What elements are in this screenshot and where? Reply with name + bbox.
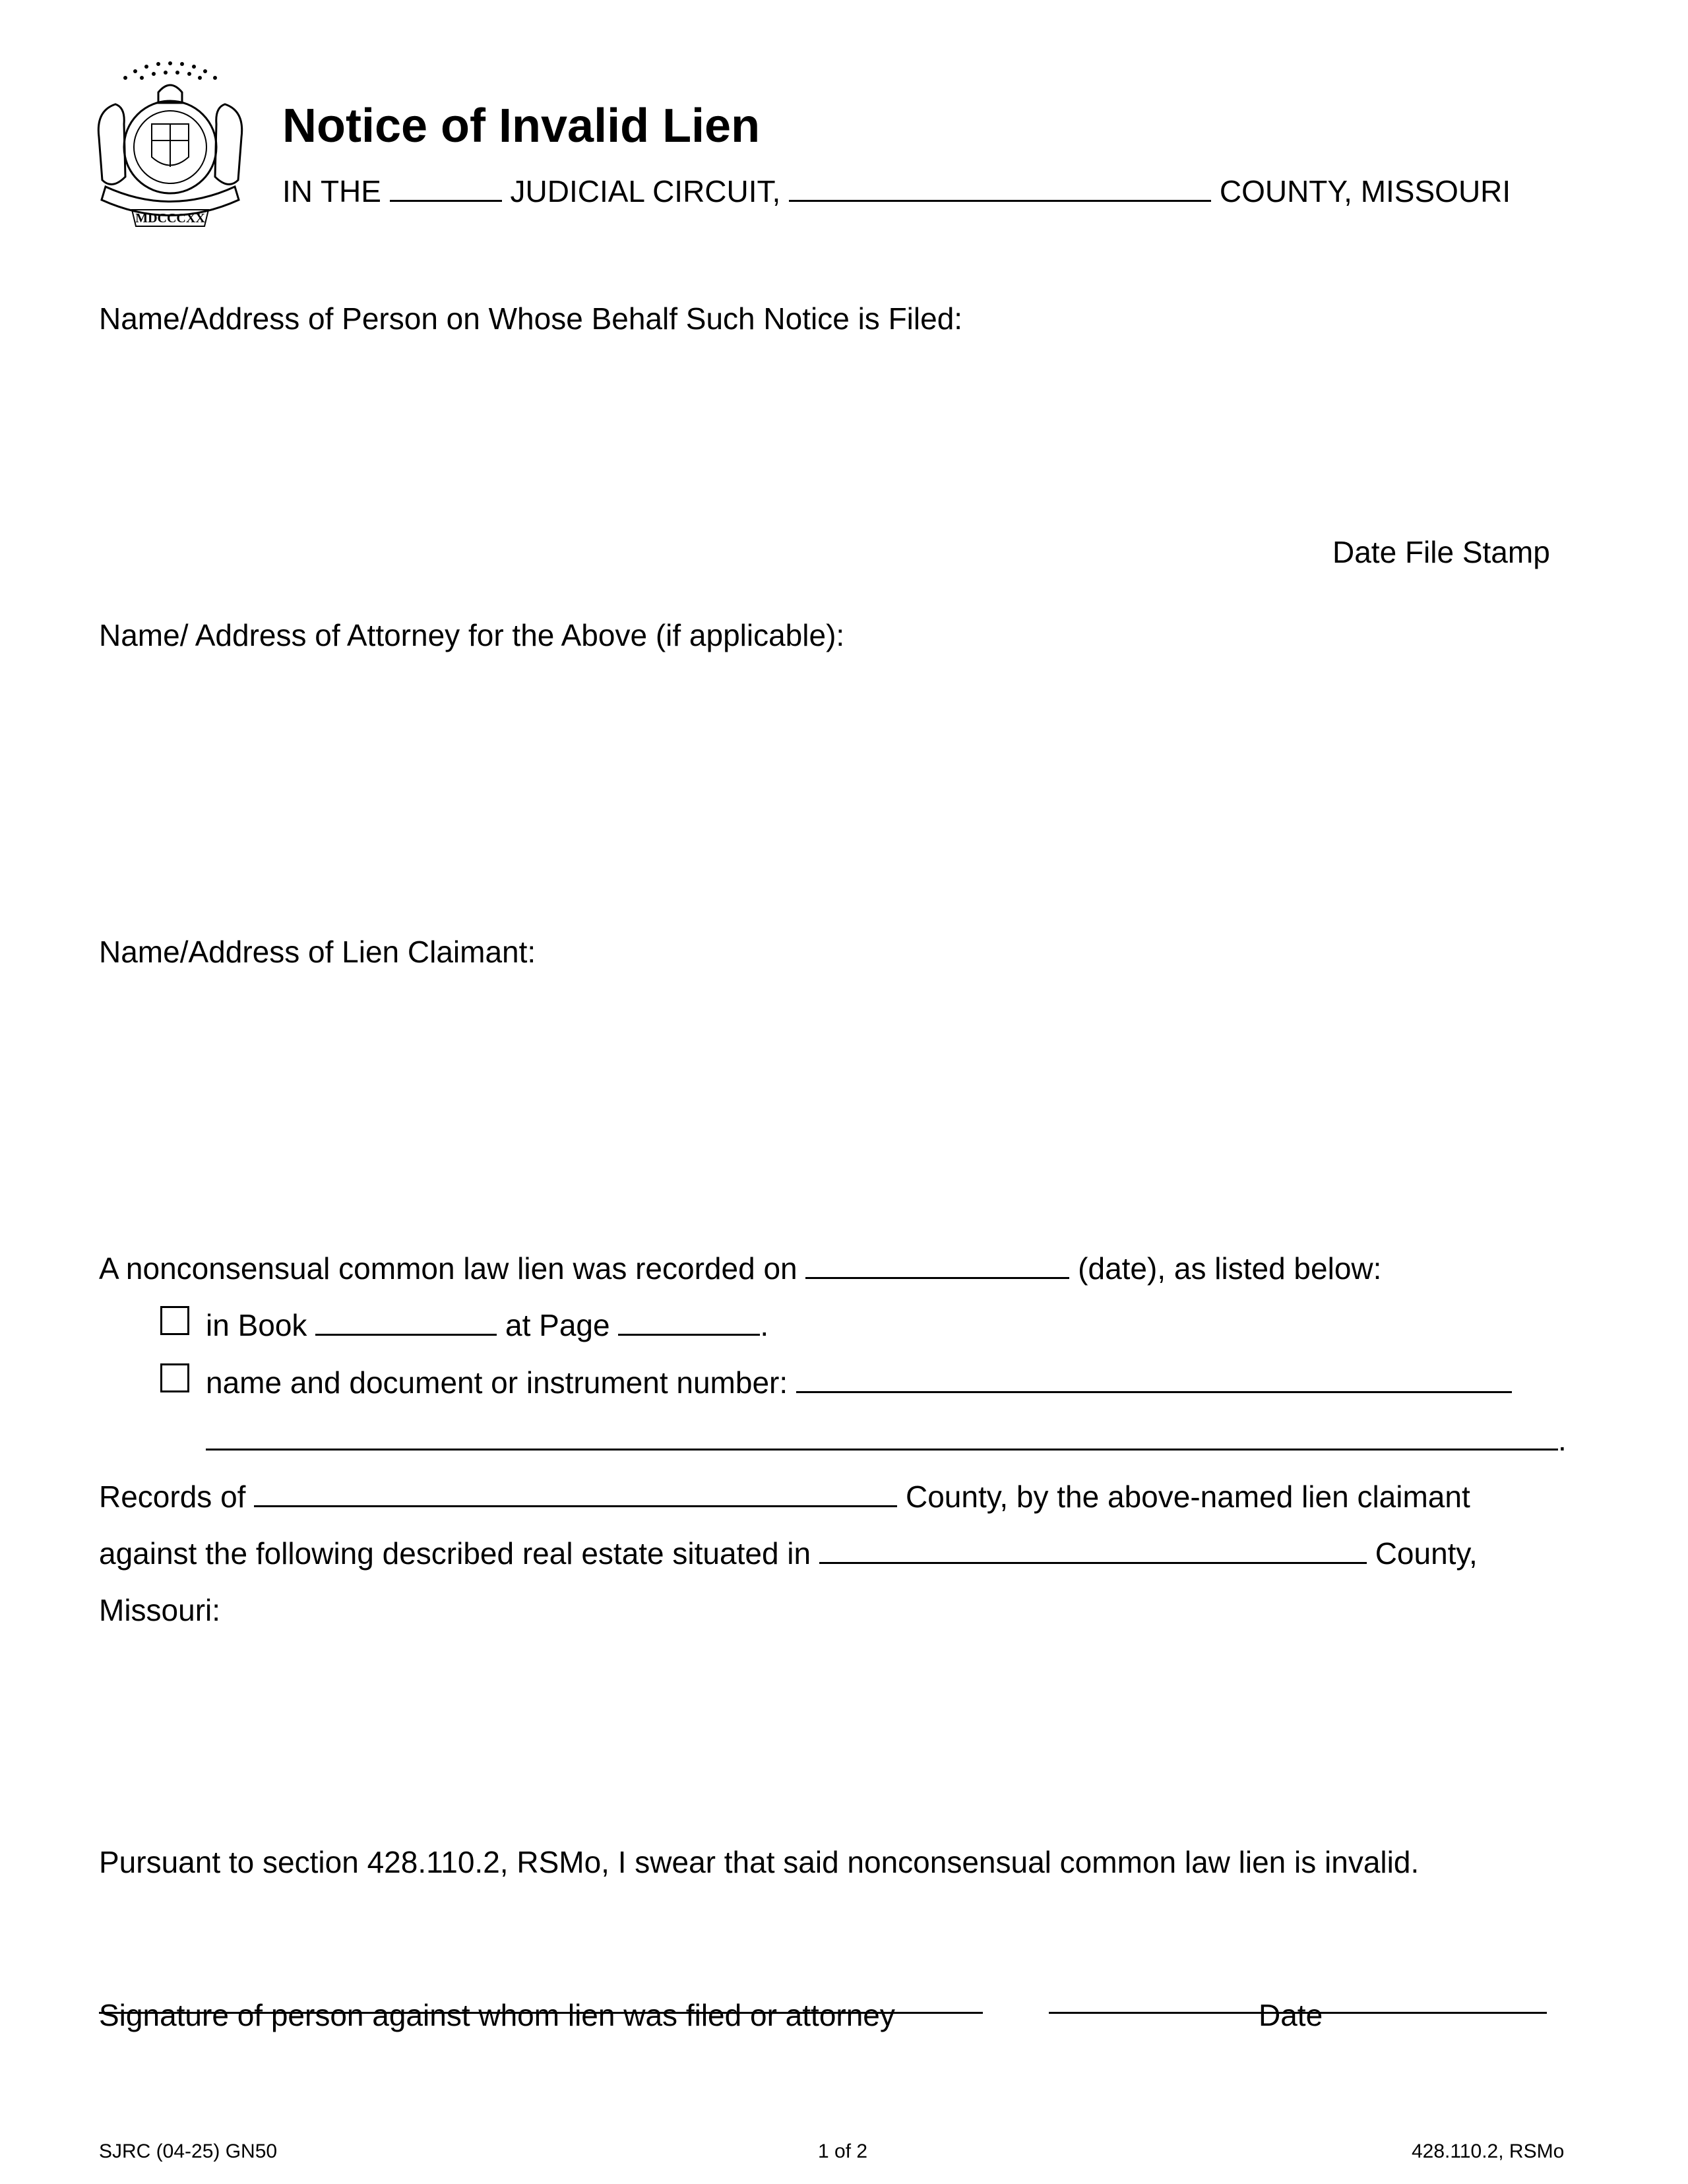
against-suffix: County, bbox=[1375, 1536, 1478, 1571]
document-number-field[interactable] bbox=[796, 1366, 1512, 1393]
real-estate-description-field[interactable] bbox=[99, 1636, 1550, 1834]
signature-label: Signature of person against whom lien was filed or attorney bbox=[99, 1998, 895, 2032]
court-middle: JUDICIAL CIRCUIT, bbox=[510, 174, 781, 208]
document-number-checkbox[interactable] bbox=[160, 1363, 189, 1392]
records-prefix: Records of bbox=[99, 1480, 246, 1514]
page-title: Notice of Invalid Lien bbox=[282, 100, 761, 152]
recorded-date-field[interactable] bbox=[805, 1252, 1069, 1279]
filer-label: Name/Address of Person on Whose Behalf Such Notice is Filed: bbox=[99, 301, 963, 336]
statute-reference: 428.110.2, RSMo bbox=[1412, 2140, 1565, 2162]
book-page-checkbox[interactable] bbox=[160, 1306, 189, 1335]
court-prefix: IN THE bbox=[282, 174, 381, 208]
page-label: at Page bbox=[505, 1308, 610, 1342]
document-number-line bbox=[206, 1366, 1512, 1398]
court-line bbox=[282, 175, 1511, 206]
page-of: of bbox=[834, 2140, 852, 2162]
claimant-label: Name/Address of Lien Claimant: bbox=[99, 935, 536, 969]
records-line bbox=[99, 1480, 1470, 1512]
court-suffix: COUNTY, MISSOURI bbox=[1219, 174, 1511, 208]
attorney-address-field[interactable] bbox=[99, 660, 1550, 910]
page-number bbox=[818, 2140, 867, 2163]
book-field[interactable] bbox=[315, 1309, 497, 1336]
document-number-end: . bbox=[1558, 1423, 1567, 1457]
form-id: SJRC (04-25) GN50 bbox=[99, 2140, 278, 2162]
recorded-prefix: A nonconsensual common law lien was recorded on bbox=[99, 1251, 797, 1286]
records-suffix: County, by the above-named lien claimant bbox=[906, 1480, 1470, 1514]
against-line bbox=[99, 1537, 1478, 1569]
filer-address-field[interactable] bbox=[99, 343, 1220, 515]
book-label: in Book bbox=[206, 1308, 307, 1342]
book-page-end: . bbox=[760, 1308, 769, 1342]
book-page-line bbox=[206, 1309, 768, 1340]
recorded-line bbox=[99, 1252, 1381, 1284]
oath-statement: Pursuant to section 428.110.2, RSMo, I swear that said nonconsensual common law lien is invalid. bbox=[99, 1845, 1420, 1879]
page-current: 1 bbox=[818, 2140, 829, 2162]
missouri-label: Missouri: bbox=[99, 1593, 221, 1627]
attorney-label: Name/ Address of Attorney for the Above (if applicable): bbox=[99, 618, 845, 652]
date-label: Date bbox=[1259, 1998, 1323, 2032]
date-file-stamp: Date File Stamp bbox=[1332, 535, 1550, 569]
county-name-field[interactable] bbox=[789, 175, 1211, 202]
page-total: 2 bbox=[856, 2140, 868, 2162]
document-number-label: name and document or instrument number: bbox=[206, 1365, 788, 1400]
missouri-state-seal-icon bbox=[86, 58, 254, 239]
real-estate-county-field[interactable] bbox=[819, 1537, 1367, 1564]
page-field[interactable] bbox=[618, 1309, 760, 1336]
document-number-field-2[interactable] bbox=[206, 1423, 1558, 1451]
document-number-line-2 bbox=[206, 1423, 1567, 1455]
recorded-suffix: (date), as listed below: bbox=[1078, 1251, 1382, 1286]
circuit-number-field[interactable] bbox=[390, 175, 502, 202]
records-county-field[interactable] bbox=[254, 1480, 897, 1507]
against-prefix: against the following described real estate situated in bbox=[99, 1536, 811, 1571]
claimant-address-field[interactable] bbox=[99, 976, 1550, 1227]
seal-text: MDCCCXX bbox=[135, 211, 205, 226]
